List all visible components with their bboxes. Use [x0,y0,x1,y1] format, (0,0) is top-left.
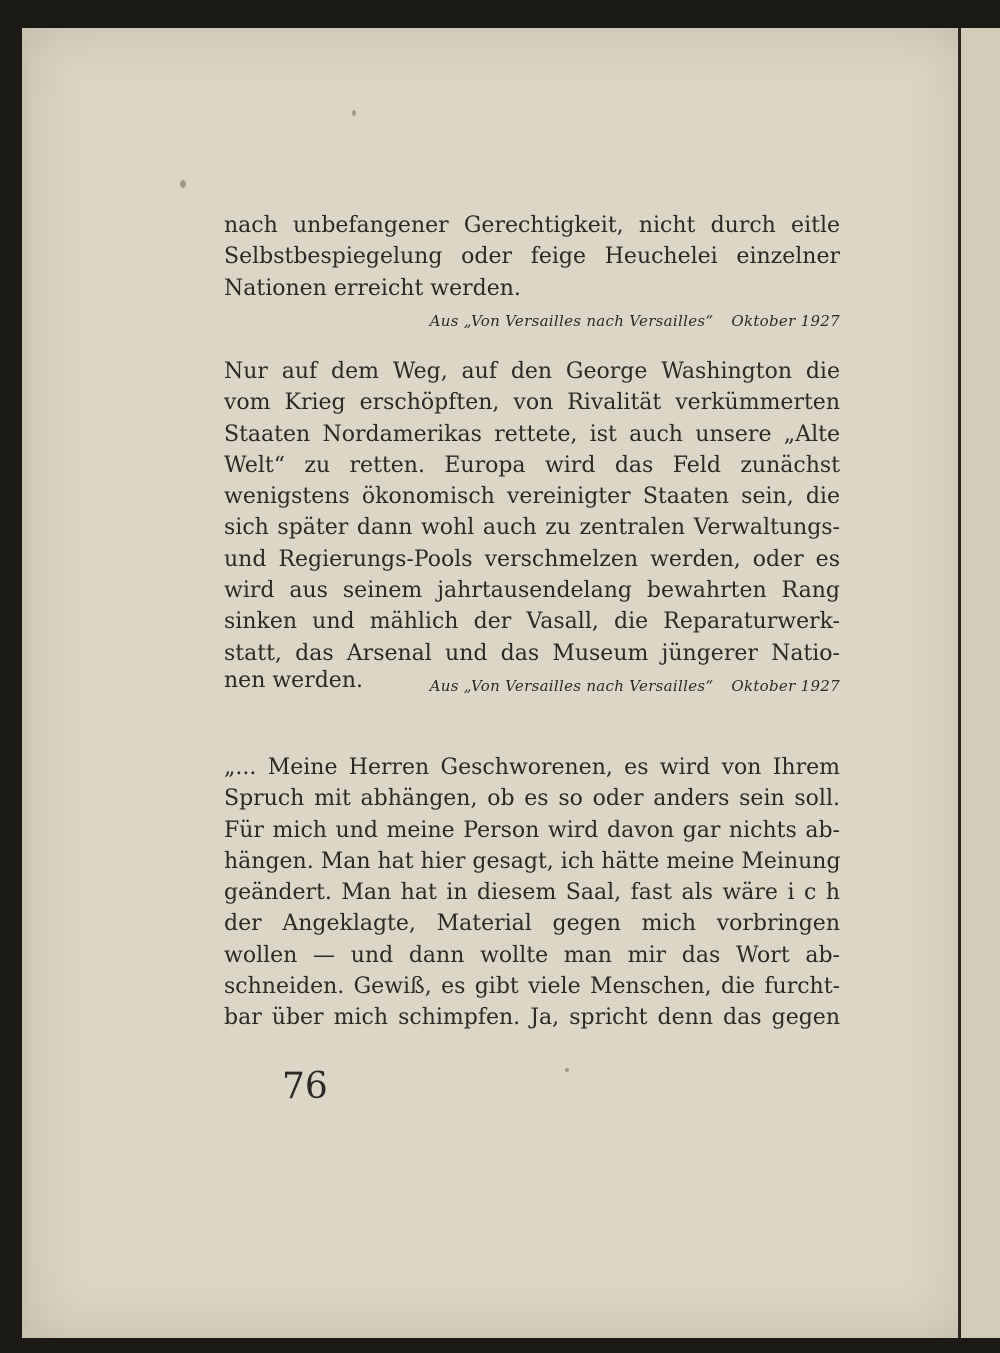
page-edge [958,28,1000,1338]
source-citation-1 [224,312,840,330]
text-line: sinken und mählich der Vasall, die Reparaturwerk- [224,609,840,635]
text-line: hängen. Man hat hier gesagt, ich hätte meine Meinung [224,848,841,874]
paper-speck [565,1068,569,1072]
paragraph-2 [224,356,840,703]
text-line: wollen — und dann wollte man mir das Wort ab- [224,942,840,968]
text-line: Spruch mit abhängen, ob es so oder anders sein soll. [224,786,840,812]
text-line: Für mich und meine Person wird davon gar nichts ab- [224,817,840,843]
text-line: vom Krieg erschöpften, von Rivalität verkümmerten [224,390,840,416]
text-line: „... Meine Herren Geschworenen, es wird von Ihrem [224,755,840,780]
paper-speck [180,180,186,188]
text-line: nach unbefangener Gerechtigkeit, nicht durch eitle [224,213,840,238]
source-title: Aus „Von Versailles nach Versailles“ [429,311,714,330]
text-line: und Regierungs-Pools verschmelzen werden, oder es [224,546,840,572]
text-line: Selbstbespiegelung oder feige Heuchelei einzelner [224,244,840,270]
text-line: schneiden. Gewiß, es gibt viele Menschen, die furcht- [224,974,840,1000]
source-date: Oktober 1927 [731,311,840,330]
text-line: Staaten Nordamerikas rettete, ist auch unsere „Alte [224,421,840,447]
text-line: bar über mich schimpfen. Ja, spricht denn das gegen [224,1005,840,1031]
page-number: 76 [282,1066,328,1107]
source-title: Aus „Von Versailles nach Versailles“ [429,676,714,695]
text-line: wird aus seinem jahrtausendelang bewahrten Rang [224,578,840,604]
paragraph-3 [224,752,840,1034]
source-citation-2 [430,677,840,695]
text-line: der Angeklagte, Material gegen mich vorbringen [224,911,840,937]
paper-speck [352,110,356,116]
text-line: Nur auf dem Weg, auf den George Washington die [224,359,840,384]
text-line: wenigstens ökonomisch vereinigter Staaten sein, die [224,484,840,510]
text-line: statt, das Arsenal und das Museum jüngerer Natio- [224,640,840,666]
text-line: Welt“ zu retten. Europa wird das Feld zunächst [224,452,840,478]
last-line-row [224,669,840,703]
text-line: geändert. Man hat in diesem Saal, fast als wäre i c h [224,880,840,906]
text-line: sich später dann wohl auch zu zentralen Verwaltungs- [224,515,840,541]
paragraph-1 [224,210,840,330]
text-line: nen werden. [224,667,363,693]
source-date: Oktober 1927 [731,676,840,695]
text-line: Nationen erreicht werden. [224,275,521,301]
